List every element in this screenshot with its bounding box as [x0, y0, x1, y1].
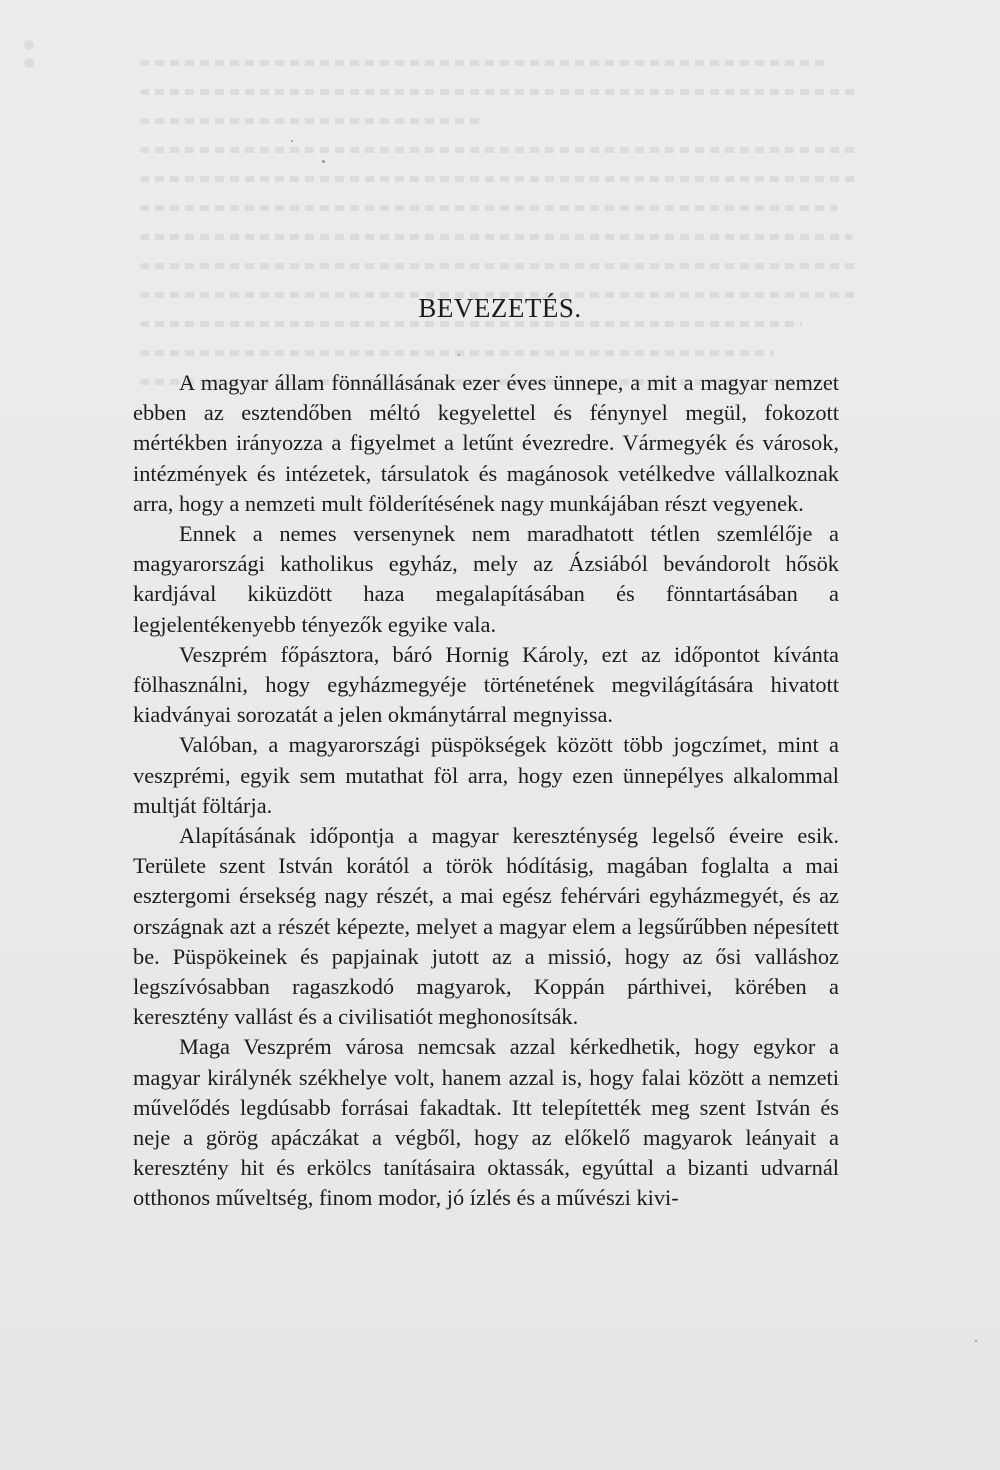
- paragraph: Maga Veszprém városa nemcsak azzal kérkedhetik, hogy egykor a magyar királynék székhelye volt, hanem azzal is, hogy falai között a nemzeti művelődés legdúsabb forrásai fakadtak. Itt telepítették meg szent István és neje a görög apáczákat a végből, hogy az előkelő magyarok leányait a keresztény hit és erkölcs tanításaira oktassák, egyúttal a bizanti udvarnál otthonos műveltség, finom modor, jó ízlés és a művészi kivi-: [133, 1034, 839, 1211]
- page-speck: [975, 1340, 977, 1342]
- paragraph: A magyar állam fönnállásának ezer éves ünnepe, a mit a magyar nemzet ebben az esztendőben méltó kegyelettel és fénynyel megül, fokozott mértékben irányozza a figyelmet a letűnt évezredre. Vármegyék és városok, intézmények és intézetek, társulatok és magánosok vetélkedve vállalkoznak arra, hogy a nemzeti mult földerítésének nagy munkájában részt vegyenek.: [133, 370, 839, 516]
- paragraph: Veszprém főpásztora, báró Hornig Károly, ezt az időpontot kívánta fölhasználni, hogy egyházmegyéje történetének megvilágítására hivatott kiadványai sorozatát a jelen okmánytárral megnyissa.: [133, 641, 839, 728]
- page-speck: [458, 354, 460, 356]
- page-speck: [322, 160, 325, 163]
- page-mark: [24, 40, 34, 50]
- paragraph: Alapításának időpontja a magyar kereszténység legelső éveire esik. Területe szent István korától a török hódításig, magában foglalta a mai esztergomi érsekség nagy részét, a mai egész fehérvári egyházmegyét, és az országnak azt a részét képezte, melyet a magyar elem a legsűrűbben népesített be. Püspökeinek és papjainak jutott az a missió, hogy az ősi valláshoz legszívósabban ragaszkodó magyarok, Koppán párthivei, körében a keresztény vallást és a civilisatiót meghonosítsák.: [133, 823, 839, 1030]
- paragraph: Ennek a nemes versenynek nem maradhatott tétlen szemlélője a magyarországi katholikus egyház, mely az Ázsiából bevándorolt hősök kardjával kiküzdött haza megalapításában és fönntartásában a legjelentékenyebb tényezők egyike vala.: [133, 521, 839, 637]
- paragraph: Valóban, a magyarországi püspökségek között több jogczímet, mint a veszprémi, egyik sem mutathat föl arra, hogy ezen ünnepélyes alkalommal multját föltárja.: [133, 732, 839, 818]
- body-text: [133, 368, 839, 1214]
- page-mark: [24, 58, 34, 68]
- section-title: BEVEZETÉS.: [418, 293, 582, 323]
- page-speck: [291, 140, 293, 142]
